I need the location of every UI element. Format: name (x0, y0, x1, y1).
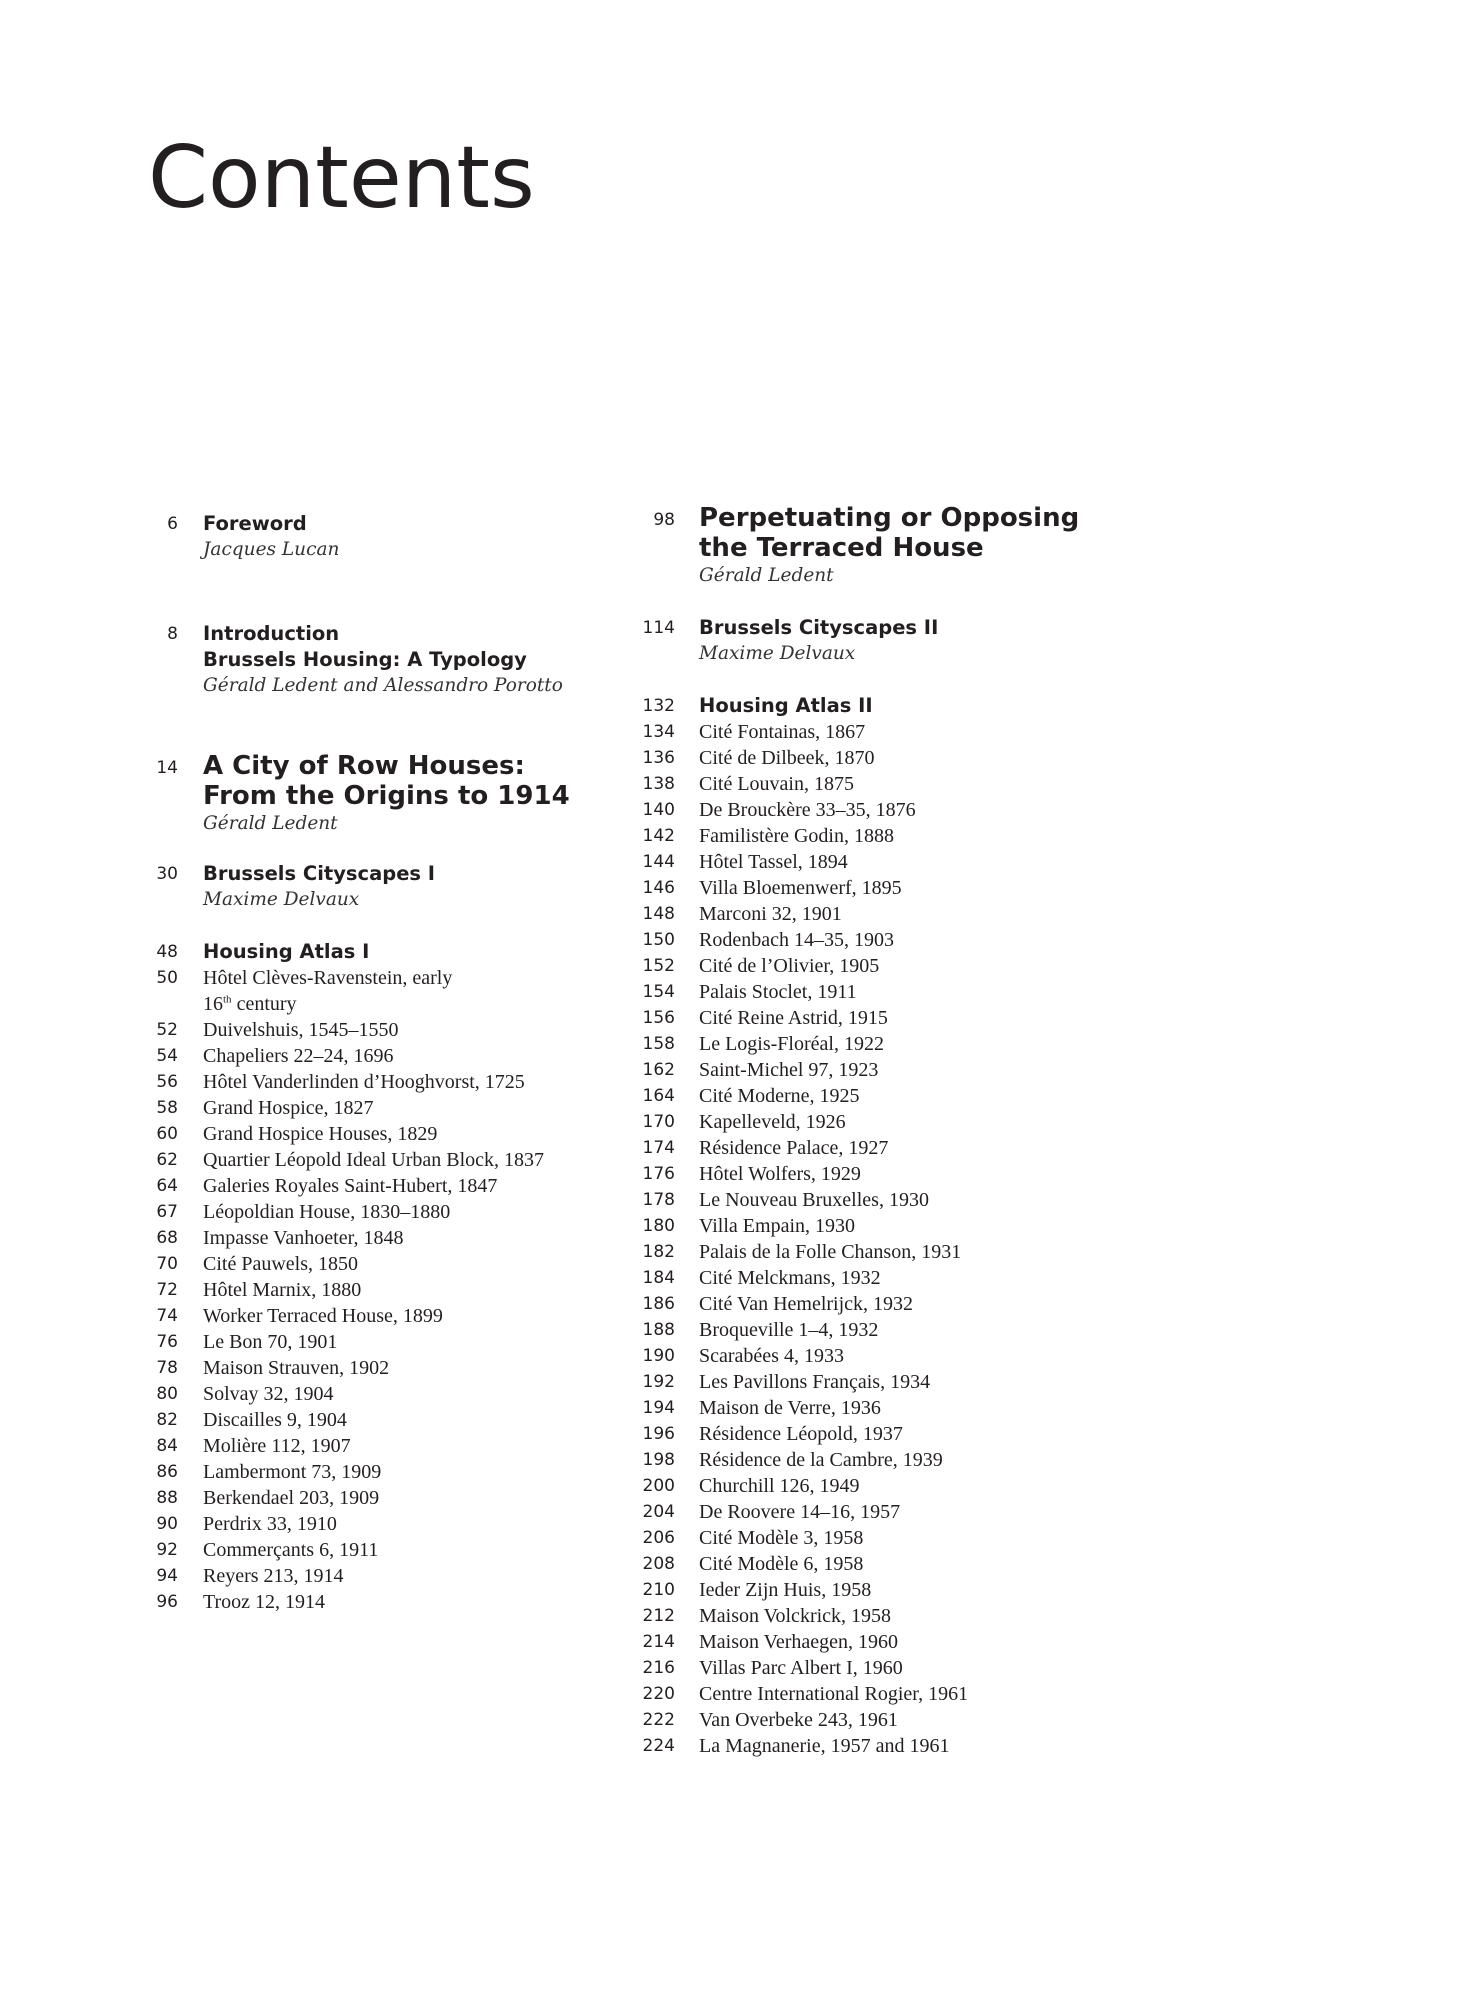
item-text: Cité Louvain, 1875 (699, 773, 854, 795)
entry-author: Maxime Delvaux (699, 643, 856, 664)
item-text: Résidence de la Cambre, 1939 (699, 1449, 943, 1471)
page-number: 214 (642, 1632, 675, 1652)
toc-item[interactable] (148, 1147, 708, 1173)
page-number: 84 (156, 1436, 178, 1456)
page-number: 58 (156, 1098, 178, 1118)
page-number: 150 (642, 930, 675, 950)
item-text-ordinal: 16 (203, 993, 223, 1015)
toc-item[interactable] (625, 1213, 1345, 1239)
toc-item[interactable] (625, 1135, 1345, 1161)
item-text: Cité Moderne, 1925 (699, 1085, 860, 1107)
item-text: Broqueville 1–4, 1932 (699, 1319, 879, 1341)
page-number: 14 (156, 758, 178, 778)
toc-item[interactable] (148, 1381, 708, 1407)
toc-item[interactable] (148, 1329, 708, 1355)
item-text: Quartier Léopold Ideal Urban Block, 1837 (203, 1149, 545, 1171)
item-text: Scarabées 4, 1933 (699, 1345, 844, 1367)
page-number: 92 (156, 1540, 178, 1560)
page-number: 186 (642, 1294, 675, 1314)
page-number: 190 (642, 1346, 675, 1366)
item-text: Maison Volckrick, 1958 (699, 1605, 892, 1627)
toc-item[interactable] (148, 1563, 708, 1589)
toc-item[interactable] (148, 1251, 708, 1277)
entry-author: Gérald Ledent and Alessandro Porotto (203, 675, 563, 696)
item-text: Centre International Rogier, 1961 (699, 1683, 969, 1705)
item-text: Cité Modèle 3, 1958 (699, 1527, 864, 1549)
item-text: Commerçants 6, 1911 (203, 1539, 379, 1561)
toc-item[interactable] (625, 771, 1345, 797)
toc-item[interactable] (625, 823, 1345, 849)
page-number: 222 (642, 1710, 675, 1730)
toc-item[interactable] (148, 1589, 708, 1615)
page-number: 74 (156, 1306, 178, 1326)
page-number: 64 (156, 1176, 178, 1196)
toc-item[interactable] (625, 979, 1345, 1005)
toc-item[interactable] (148, 1043, 708, 1069)
item-text: Cité Van Hemelrijck, 1932 (699, 1293, 914, 1315)
toc-item[interactable] (625, 1707, 1345, 1733)
toc-item[interactable] (148, 1069, 708, 1095)
page-number: 204 (642, 1502, 675, 1522)
item-text: Discailles 9, 1904 (203, 1409, 347, 1431)
item-text: Maison Verhaegen, 1960 (699, 1631, 899, 1653)
toc-item[interactable] (625, 1577, 1345, 1603)
page-number: 56 (156, 1072, 178, 1092)
page-number: 180 (642, 1216, 675, 1236)
toc-item[interactable] (625, 1291, 1345, 1317)
item-text: Le Bon 70, 1901 (203, 1331, 338, 1353)
toc-item[interactable] (625, 1499, 1345, 1525)
toc-item[interactable] (148, 1017, 708, 1043)
item-text: Hôtel Wolfers, 1929 (699, 1163, 861, 1185)
toc-item[interactable] (148, 1537, 708, 1563)
item-text: Duivelshuis, 1545–1550 (203, 1019, 399, 1041)
item-text: Rodenbach 14–35, 1903 (699, 929, 894, 951)
entry-title: Brussels Cityscapes I (203, 862, 436, 885)
toc-item[interactable] (148, 1433, 708, 1459)
item-text: Reyers 213, 1914 (203, 1565, 344, 1587)
item-text: Galeries Royales Saint-Hubert, 1847 (203, 1175, 498, 1197)
page-number: 68 (156, 1228, 178, 1248)
page-number: 88 (156, 1488, 178, 1508)
page-number: 90 (156, 1514, 178, 1534)
item-text: Churchill 126, 1949 (699, 1475, 860, 1497)
toc-item[interactable] (625, 1629, 1345, 1655)
item-text: Impasse Vanhoeter, 1848 (203, 1227, 404, 1249)
toc-item[interactable] (148, 1277, 708, 1303)
item-text: Molière 112, 1907 (203, 1435, 351, 1457)
housing-atlas-1-list (148, 1017, 708, 1615)
toc-item[interactable] (625, 745, 1345, 771)
entry-author: Jacques Lucan (203, 539, 340, 560)
toc-item[interactable] (625, 1057, 1345, 1083)
page-number: 192 (642, 1372, 675, 1392)
item-text: Hôtel Tassel, 1894 (699, 851, 848, 873)
entry-title: Housing Atlas II (699, 694, 873, 717)
page-number: 198 (642, 1450, 675, 1470)
page-number: 86 (156, 1462, 178, 1482)
toc-item[interactable] (625, 1655, 1345, 1681)
item-text: Cité Melckmans, 1932 (699, 1267, 881, 1289)
page-number: 154 (642, 982, 675, 1002)
item-text: Chapeliers 22–24, 1696 (203, 1045, 394, 1067)
chapter-title-line-1: A City of Row Houses: (203, 751, 525, 781)
toc-right-column (625, 503, 1345, 1759)
toc-item[interactable] (148, 1225, 708, 1251)
toc-item[interactable] (148, 1121, 708, 1147)
toc-entry-housing-atlas-1[interactable] (148, 939, 708, 965)
item-text: Maison de Verre, 1936 (699, 1397, 881, 1419)
page-number: 62 (156, 1150, 178, 1170)
item-text: De Brouckère 33–35, 1876 (699, 799, 916, 821)
toc-left-column (148, 511, 708, 1615)
chapter-title-line-2: the Terraced House (699, 533, 984, 563)
page-number: 212 (642, 1606, 675, 1626)
page-number: 132 (642, 696, 675, 716)
toc-item[interactable] (625, 719, 1345, 745)
item-text: Hôtel Marnix, 1880 (203, 1279, 362, 1301)
page-number: 224 (642, 1736, 675, 1756)
toc-item[interactable] (148, 1459, 708, 1485)
toc-item[interactable] (625, 1343, 1345, 1369)
page-number: 6 (167, 514, 178, 534)
toc-entry-cityscapes-2[interactable] (625, 615, 1345, 693)
item-text: Résidence Léopold, 1937 (699, 1423, 903, 1445)
page-number: 162 (642, 1060, 675, 1080)
toc-item[interactable] (625, 1109, 1345, 1135)
toc-item[interactable] (148, 1485, 708, 1511)
item-text: Palais Stoclet, 1911 (699, 981, 857, 1003)
toc-item[interactable] (148, 1303, 708, 1329)
item-text: Les Pavillons Français, 1934 (699, 1371, 931, 1393)
item-text: Le Logis-Floréal, 1922 (699, 1033, 884, 1055)
toc-item[interactable] (148, 1511, 708, 1537)
toc-item[interactable] (625, 1473, 1345, 1499)
item-text: Worker Terraced House, 1899 (203, 1305, 443, 1327)
page-number: 170 (642, 1112, 675, 1132)
page-number: 72 (156, 1280, 178, 1300)
item-text: De Roovere 14–16, 1957 (699, 1501, 901, 1523)
page-number: 140 (642, 800, 675, 820)
item-text: Résidence Palace, 1927 (699, 1137, 889, 1159)
item-text: Perdrix 33, 1910 (203, 1513, 337, 1535)
page-number: 174 (642, 1138, 675, 1158)
item-text: Hôtel Vanderlinden d’Hooghvorst, 1725 (203, 1071, 525, 1093)
entry-title: Foreword (203, 512, 307, 535)
toc-item[interactable] (148, 1199, 708, 1225)
toc-item[interactable] (625, 875, 1345, 901)
page-number: 98 (653, 510, 675, 530)
item-text: Van Overbeke 243, 1961 (699, 1709, 898, 1731)
item-text: Solvay 32, 1904 (203, 1383, 334, 1405)
page-number: 206 (642, 1528, 675, 1548)
page-number: 96 (156, 1592, 178, 1612)
item-text: Ieder Zijn Huis, 1958 (699, 1579, 872, 1601)
page-title: Contents (148, 128, 535, 228)
toc-item[interactable] (625, 1681, 1345, 1707)
entry-title: Introduction (203, 622, 340, 645)
page-number: 152 (642, 956, 675, 976)
item-text: Saint-Michel 97, 1923 (699, 1059, 879, 1081)
item-text: Trooz 12, 1914 (203, 1591, 326, 1613)
page-number: 182 (642, 1242, 675, 1262)
page-number: 216 (642, 1658, 675, 1678)
page-number: 146 (642, 878, 675, 898)
toc-entry-chapter-2[interactable] (625, 503, 1345, 615)
toc-item[interactable] (625, 1525, 1345, 1551)
page-number: 176 (642, 1164, 675, 1184)
toc-entry-cityscapes-1[interactable] (148, 861, 708, 939)
page-number: 148 (642, 904, 675, 924)
item-text: Palais de la Folle Chanson, 1931 (699, 1241, 962, 1263)
page-number: 188 (642, 1320, 675, 1340)
page-number: 76 (156, 1332, 178, 1352)
toc-item[interactable] (625, 849, 1345, 875)
page-number: 178 (642, 1190, 675, 1210)
page-number: 80 (156, 1384, 178, 1404)
page-number: 60 (156, 1124, 178, 1144)
toc-entry-introduction[interactable] (148, 621, 708, 751)
page-number: 52 (156, 1020, 178, 1040)
item-text: Cité Reine Astrid, 1915 (699, 1007, 888, 1029)
toc-item[interactable] (625, 1603, 1345, 1629)
page-number: 220 (642, 1684, 675, 1704)
toc-item[interactable] (625, 1005, 1345, 1031)
toc-item[interactable] (148, 965, 708, 1017)
toc-item[interactable] (625, 953, 1345, 979)
item-text: Cité Pauwels, 1850 (203, 1253, 358, 1275)
toc-item[interactable] (148, 1407, 708, 1433)
page-number: 158 (642, 1034, 675, 1054)
page-number: 196 (642, 1424, 675, 1444)
toc-item[interactable] (625, 1031, 1345, 1057)
page-number: 138 (642, 774, 675, 794)
toc-item[interactable] (625, 1733, 1345, 1759)
item-text: Familistère Godin, 1888 (699, 825, 894, 847)
toc-item[interactable] (625, 1239, 1345, 1265)
page-number: 134 (642, 722, 675, 742)
page-number: 70 (156, 1254, 178, 1274)
toc-item[interactable] (625, 797, 1345, 823)
page-number: 114 (642, 618, 675, 638)
page-number: 200 (642, 1476, 675, 1496)
toc-entry-chapter-1[interactable] (148, 751, 708, 861)
toc-item[interactable] (148, 1173, 708, 1199)
toc-item[interactable] (625, 1265, 1345, 1291)
toc-entry-housing-atlas-2[interactable] (625, 693, 1345, 719)
chapter-title-line-2: From the Origins to 1914 (203, 781, 570, 811)
toc-item[interactable] (148, 1095, 708, 1121)
toc-item[interactable] (148, 1355, 708, 1381)
page-number: 142 (642, 826, 675, 846)
item-text: Villas Parc Albert I, 1960 (699, 1657, 903, 1679)
page-number: 8 (167, 624, 178, 644)
toc-item[interactable] (625, 1447, 1345, 1473)
item-text: Marconi 32, 1901 (699, 903, 842, 925)
entry-subtitle: Brussels Housing: A Typology (203, 648, 527, 671)
page-number: 94 (156, 1566, 178, 1586)
toc-item[interactable] (625, 1421, 1345, 1447)
page-number: 210 (642, 1580, 675, 1600)
item-text: La Magnanerie, 1957 and 1961 (699, 1735, 950, 1757)
entry-author: Gérald Ledent (203, 813, 338, 834)
toc-item[interactable] (625, 927, 1345, 953)
toc-item[interactable] (625, 1317, 1345, 1343)
toc-item[interactable] (625, 1083, 1345, 1109)
page-number: 184 (642, 1268, 675, 1288)
page-number: 54 (156, 1046, 178, 1066)
entry-title: Brussels Cityscapes II (699, 616, 939, 639)
page-number: 144 (642, 852, 675, 872)
housing-atlas-2-list (625, 719, 1345, 1759)
page-number: 136 (642, 748, 675, 768)
item-text: Kapelleveld, 1926 (699, 1111, 846, 1133)
item-text: Cité de l’Olivier, 1905 (699, 955, 880, 977)
page-number: 194 (642, 1398, 675, 1418)
item-text: Villa Empain, 1930 (699, 1215, 855, 1237)
item-text: Villa Bloemenwerf, 1895 (699, 877, 902, 899)
toc-item[interactable] (625, 1161, 1345, 1187)
item-text: Cité Modèle 6, 1958 (699, 1553, 864, 1575)
item-text: Grand Hospice, 1827 (203, 1097, 374, 1119)
entry-author: Maxime Delvaux (203, 889, 360, 910)
entry-title: Housing Atlas I (203, 940, 370, 963)
item-text: Berkendael 203, 1909 (203, 1487, 380, 1509)
item-text: Maison Strauven, 1902 (203, 1357, 390, 1379)
page-number: 50 (156, 968, 178, 988)
page-number: 67 (156, 1202, 178, 1222)
toc-item[interactable] (625, 901, 1345, 927)
page-number: 82 (156, 1410, 178, 1430)
page-number: 208 (642, 1554, 675, 1574)
item-text-superscript: th (223, 993, 232, 1006)
toc-item[interactable] (625, 1369, 1345, 1395)
page-number: 48 (156, 942, 178, 962)
item-text: Cité de Dilbeek, 1870 (699, 747, 875, 769)
item-text: Lambermont 73, 1909 (203, 1461, 382, 1483)
page-number: 30 (156, 864, 178, 884)
page-number: 156 (642, 1008, 675, 1028)
toc-item[interactable] (625, 1395, 1345, 1421)
item-text: Léopoldian House, 1830–1880 (203, 1201, 451, 1223)
toc-entry-foreword[interactable] (148, 511, 708, 621)
item-text-line-1: Hôtel Clèves-Ravenstein, early (203, 967, 453, 989)
page-number: 78 (156, 1358, 178, 1378)
entry-author: Gérald Ledent (699, 565, 834, 586)
item-text: Le Nouveau Bruxelles, 1930 (699, 1189, 929, 1211)
toc-item[interactable] (625, 1187, 1345, 1213)
page-number: 164 (642, 1086, 675, 1106)
item-text: Cité Fontainas, 1867 (699, 721, 866, 743)
chapter-title-line-1: Perpetuating or Opposing (699, 503, 1080, 533)
item-text-line-2: century (231, 993, 297, 1015)
item-text: Grand Hospice Houses, 1829 (203, 1123, 438, 1145)
toc-item[interactable] (625, 1551, 1345, 1577)
